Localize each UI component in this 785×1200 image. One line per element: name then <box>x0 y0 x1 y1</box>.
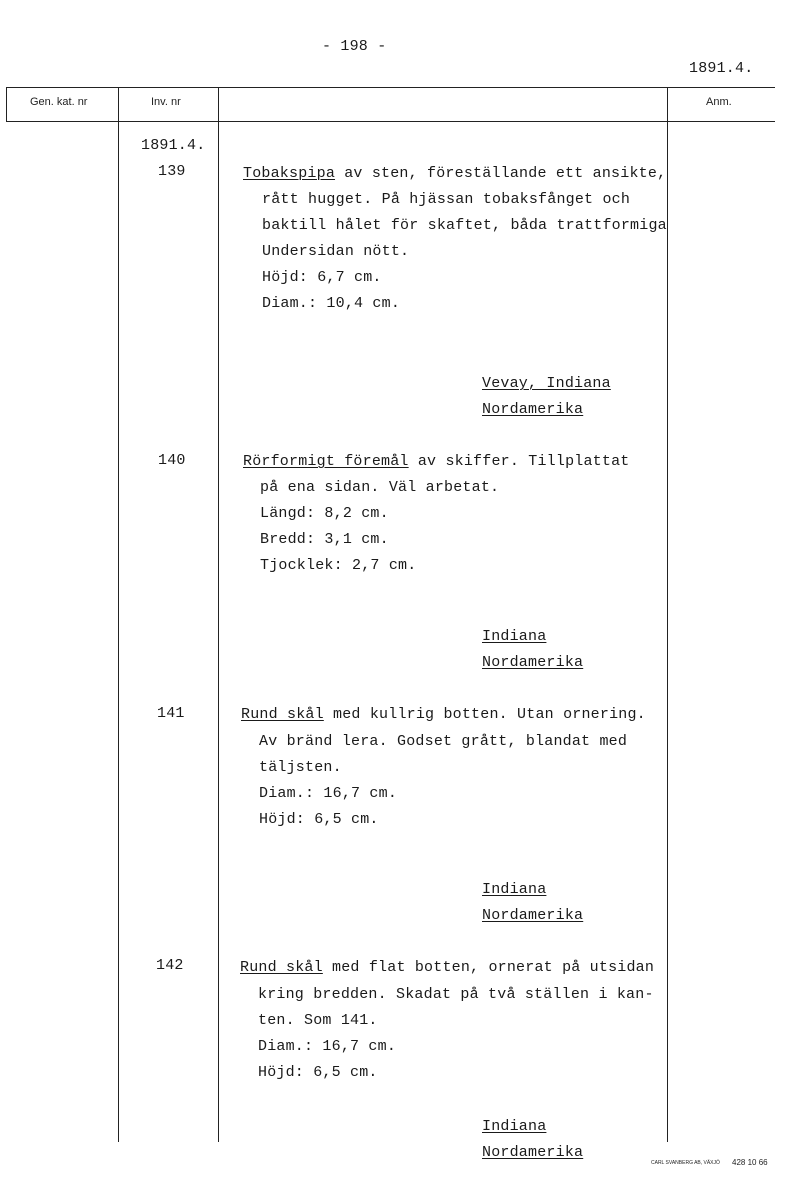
inventory-number: 142 <box>156 957 184 974</box>
entry-first-line <box>240 959 654 976</box>
entry-first-line <box>243 165 666 182</box>
anm-column-divider <box>667 87 668 1142</box>
entry-text: av skiffer. Tillplattat <box>408 453 630 470</box>
entry-line: Tjocklek: 2,7 cm. <box>260 557 417 574</box>
entry-text: av sten, föreställande ett ansikte, <box>335 165 667 182</box>
provenance-region: Nordamerika <box>482 401 584 418</box>
left-border <box>6 87 7 122</box>
provenance-place: Indiana <box>482 881 547 898</box>
entry-line: rått hugget. På hjässan tobaksfånget och <box>262 191 631 208</box>
page-number: - 198 - <box>322 38 387 55</box>
inv-column-divider <box>218 87 219 1142</box>
provenance-place: Vevay, Indiana <box>482 375 611 392</box>
entry-title: Rund skål <box>241 706 324 723</box>
entry-line: Höjd: 6,5 cm. <box>258 1064 378 1081</box>
entry-line: baktill hålet för skaftet, båda trattformiga <box>262 217 667 234</box>
column-header-anm: Anm. <box>706 96 732 108</box>
entry-title: Tobakspipa <box>243 165 336 182</box>
provenance-region: Nordamerika <box>482 654 584 671</box>
provenance-region: Nordamerika <box>482 1144 584 1161</box>
entry-line: på ena sidan. Väl arbetat. <box>260 479 500 496</box>
entry-line: Längd: 8,2 cm. <box>260 505 389 522</box>
provenance-region: Nordamerika <box>482 907 584 924</box>
entry-line: Diam.: 16,7 cm. <box>259 785 398 802</box>
column-header-gen-kat-nr: Gen. kat. nr <box>30 96 88 108</box>
entry-text: med flat botten, ornerat på utsidan <box>322 959 655 976</box>
inventory-number: 139 <box>158 163 186 180</box>
entry-line: Undersidan nött. <box>262 243 410 260</box>
entry-title: Rörformigt föremål <box>243 453 409 470</box>
entry-text: med kullrig botten. Utan ornering. <box>323 706 646 723</box>
column-header-inv-nr: Inv. nr <box>151 96 181 108</box>
entry-title: Rund skål <box>240 959 323 976</box>
provenance-place: Indiana <box>482 628 547 645</box>
entry-line: Bredd: 3,1 cm. <box>260 531 389 548</box>
entry-line: Av bränd lera. Godset grått, blandat med <box>259 733 628 750</box>
entry-line: Diam.: 10,4 cm. <box>262 295 401 312</box>
header-top-rule <box>6 87 775 88</box>
entry-line: Höjd: 6,7 cm. <box>262 269 382 286</box>
entry-line: Diam.: 16,7 cm. <box>258 1038 397 1055</box>
group-number: 1891.4. <box>141 137 206 154</box>
provenance-place: Indiana <box>482 1118 547 1135</box>
page-reference: 1891.4. <box>689 60 754 77</box>
entry-line: Höjd: 6,5 cm. <box>259 811 379 828</box>
entry-first-line <box>241 706 646 723</box>
printer-imprint: CARL SVANBERG AB, VÄXJÖ <box>651 1160 720 1166</box>
entry-line: täljsten. <box>259 759 342 776</box>
inventory-number: 141 <box>157 705 185 722</box>
form-number: 428 10 66 <box>732 1158 768 1167</box>
header-bottom-rule <box>6 121 775 122</box>
gen-kat-column-divider <box>118 87 119 1142</box>
entry-first-line <box>243 453 629 470</box>
inventory-number: 140 <box>158 452 186 469</box>
entry-line: ten. Som 141. <box>258 1012 378 1029</box>
entry-line: kring bredden. Skadat på två ställen i kan- <box>258 986 654 1003</box>
